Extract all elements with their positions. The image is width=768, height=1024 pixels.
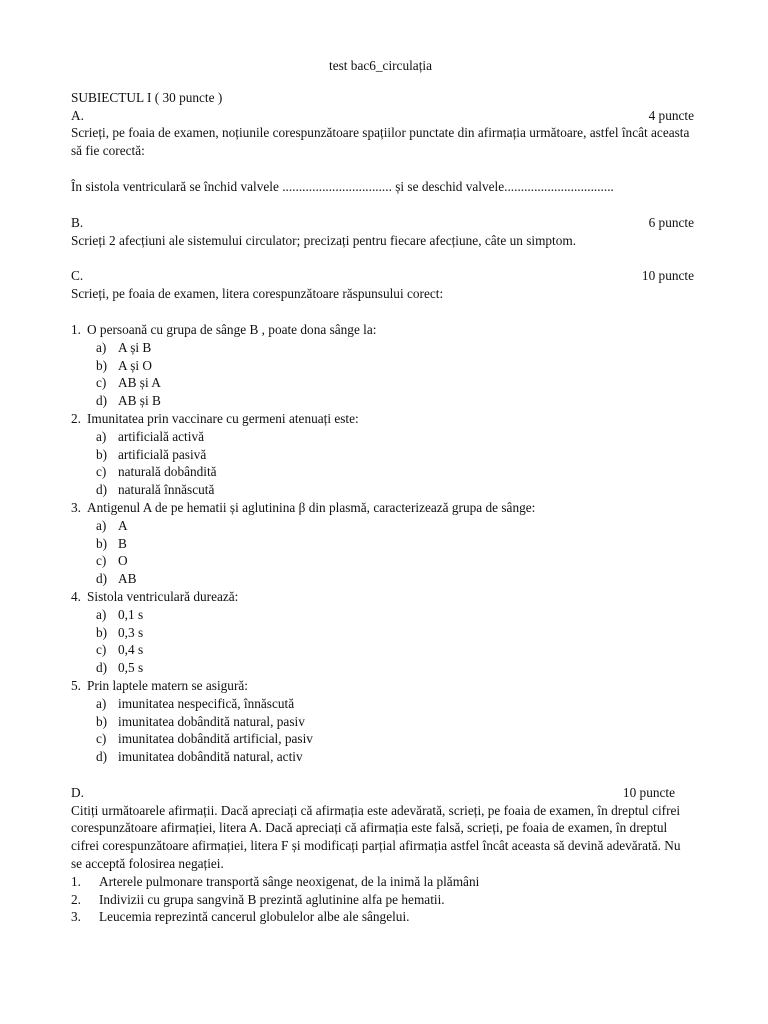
option-list: [71, 517, 694, 588]
document-title: test bac6_circulația: [329, 58, 432, 73]
option-text: imunitatea dobândită natural, activ: [118, 749, 303, 765]
question-item: [71, 677, 694, 766]
option-list: [71, 606, 694, 677]
option-item: [71, 713, 694, 731]
section-a-points: 4 puncte: [648, 107, 694, 123]
section-a-sentence: În sistola ventriculară se închid valvele ................................. și se deschid valvele.................................: [71, 178, 614, 194]
option-item: [71, 730, 694, 748]
option-text: A și B: [118, 339, 152, 355]
option-item: [71, 428, 694, 446]
option-letter: c): [96, 553, 107, 569]
option-letter: c): [96, 464, 107, 480]
section-b-instruction: Scrieți 2 afecțiuni ale sistemului circulator; precizați pentru fiecare afecțiune, câte un simptom.: [71, 232, 577, 248]
question-number: 1.: [71, 321, 81, 337]
option-letter: a): [96, 606, 107, 622]
question-number: 2.: [71, 410, 81, 426]
option-letter: a): [96, 428, 107, 444]
option-letter: d): [96, 482, 108, 498]
option-letter: c): [96, 731, 107, 747]
question-number: 4.: [71, 588, 81, 604]
statement-number: 1.: [71, 873, 81, 889]
option-letter: b): [96, 713, 108, 729]
option-item: [71, 535, 694, 553]
option-letter: a): [96, 517, 107, 533]
option-text: A și O: [118, 357, 152, 373]
section-a-letter: A.: [71, 107, 84, 123]
question-text: Antigenul A de pe hematii și aglutinina β din plasmă, caracterizează grupa de sânge:: [87, 499, 536, 515]
option-text: AB: [118, 571, 137, 587]
option-letter: a): [96, 339, 107, 355]
question-number: 5.: [71, 677, 81, 693]
section-c-instruction: Scrieți, pe foaia de examen, litera corespunzătoare răspunsului corect:: [71, 286, 444, 302]
option-item: [71, 659, 694, 677]
option-list: [71, 695, 694, 766]
option-item: [71, 481, 694, 499]
option-text: imunitatea dobândită artificial, pasiv: [118, 731, 313, 747]
question-text: Prin laptele matern se asigură:: [87, 677, 248, 693]
option-item: [71, 339, 694, 357]
question-item: [71, 410, 694, 499]
section-c-points: 10 puncte: [641, 268, 694, 284]
question-text: O persoană cu grupa de sânge B , poate dona sânge la:: [87, 321, 377, 337]
question-text: Imunitatea prin vaccinare cu germeni atenuați este:: [87, 410, 359, 426]
option-text: 0,1 s: [118, 606, 144, 622]
option-text: imunitatea nespecifică, înnăscută: [118, 695, 295, 711]
option-letter: d): [96, 571, 108, 587]
question-item: [71, 499, 694, 588]
statement-text: Arterele pulmonare transportă sânge neoxigenat, de la inimă la plămâni: [99, 873, 480, 889]
question-item: [71, 321, 694, 410]
option-letter: b): [96, 624, 108, 640]
question-item: [71, 588, 694, 677]
option-letter: b): [96, 357, 108, 373]
option-text: artificială activă: [118, 428, 205, 444]
option-letter: d): [96, 660, 108, 676]
question-text: Sistola ventriculară durează:: [87, 588, 239, 604]
option-text: 0,4 s: [118, 642, 144, 658]
question-list: [71, 321, 694, 766]
subject-heading: SUBIECTUL I ( 30 puncte ): [71, 89, 223, 105]
option-text: naturală înnăscută: [118, 482, 215, 498]
option-item: [71, 695, 694, 713]
option-letter: d): [96, 749, 108, 765]
option-text: AB și B: [118, 393, 161, 409]
option-list: [71, 428, 694, 499]
statement-item: [71, 891, 694, 909]
section-d-header: [71, 784, 694, 802]
exam-page: [71, 57, 694, 926]
option-item: [71, 606, 694, 624]
statement-item: [71, 908, 694, 926]
option-item: [71, 641, 694, 659]
option-item: [71, 463, 694, 481]
option-item: [71, 374, 694, 392]
section-d-instruction: Citiți următoarele afirmații. Dacă apreciați că afirmația este adevărată, scrieți, pe foaia de examen, în dreptul cifrei corespunzătoare afirmației, litera A. Dacă apreciați că afirmația este falsă, scrieți, pe foaia de examen, în dreptul cifrei corespunzătoare afirmației, litera F și modificați parțial afirmația astfel încât aceasta să devină adevărată. Nu se acceptă folosirea negației.: [71, 802, 681, 872]
option-item: [71, 570, 694, 588]
option-letter: a): [96, 695, 107, 711]
option-item: [71, 624, 694, 642]
statement-list: [71, 873, 694, 926]
option-text: AB și A: [118, 375, 161, 391]
statement-number: 2.: [71, 891, 81, 907]
statement-item: [71, 873, 694, 891]
section-c-header: [71, 267, 694, 285]
section-b-letter: B.: [71, 214, 84, 230]
option-letter: b): [96, 446, 108, 462]
option-text: 0,5 s: [118, 660, 144, 676]
statement-number: 3.: [71, 909, 81, 925]
option-item: [71, 446, 694, 464]
option-item: [71, 748, 694, 766]
option-item: [71, 517, 694, 535]
section-a-instruction: Scrieți, pe foaia de examen, noțiunile corespunzătoare spațiilor punctate din afirmația următoare, astfel încât aceasta să fie corectă:: [71, 125, 690, 159]
option-text: B: [118, 535, 127, 551]
option-text: naturală dobândită: [118, 464, 217, 480]
section-d-letter: D.: [71, 784, 84, 800]
statement-text: Indivizii cu grupa sangvină B prezintă aglutinine alfa pe hematii.: [99, 891, 445, 907]
option-letter: d): [96, 393, 108, 409]
option-letter: b): [96, 535, 108, 551]
question-number: 3.: [71, 499, 81, 515]
option-item: [71, 552, 694, 570]
section-b-header: [71, 214, 694, 232]
statement-text: Leucemia reprezintă cancerul globulelor albe ale sângelui.: [99, 909, 410, 925]
section-c-letter: C.: [71, 268, 84, 284]
option-text: O: [118, 553, 128, 569]
option-letter: c): [96, 642, 107, 658]
option-item: [71, 357, 694, 375]
option-letter: c): [96, 375, 107, 391]
section-a-header: [71, 107, 694, 125]
option-text: artificială pasivă: [118, 446, 207, 462]
section-b-points: 6 puncte: [648, 214, 694, 230]
option-item: [71, 392, 694, 410]
option-list: [71, 339, 694, 410]
section-d-points: 10 puncte: [622, 784, 675, 800]
option-text: imunitatea dobândită natural, pasiv: [118, 713, 305, 729]
option-text: A: [118, 517, 128, 533]
option-text: 0,3 s: [118, 624, 144, 640]
